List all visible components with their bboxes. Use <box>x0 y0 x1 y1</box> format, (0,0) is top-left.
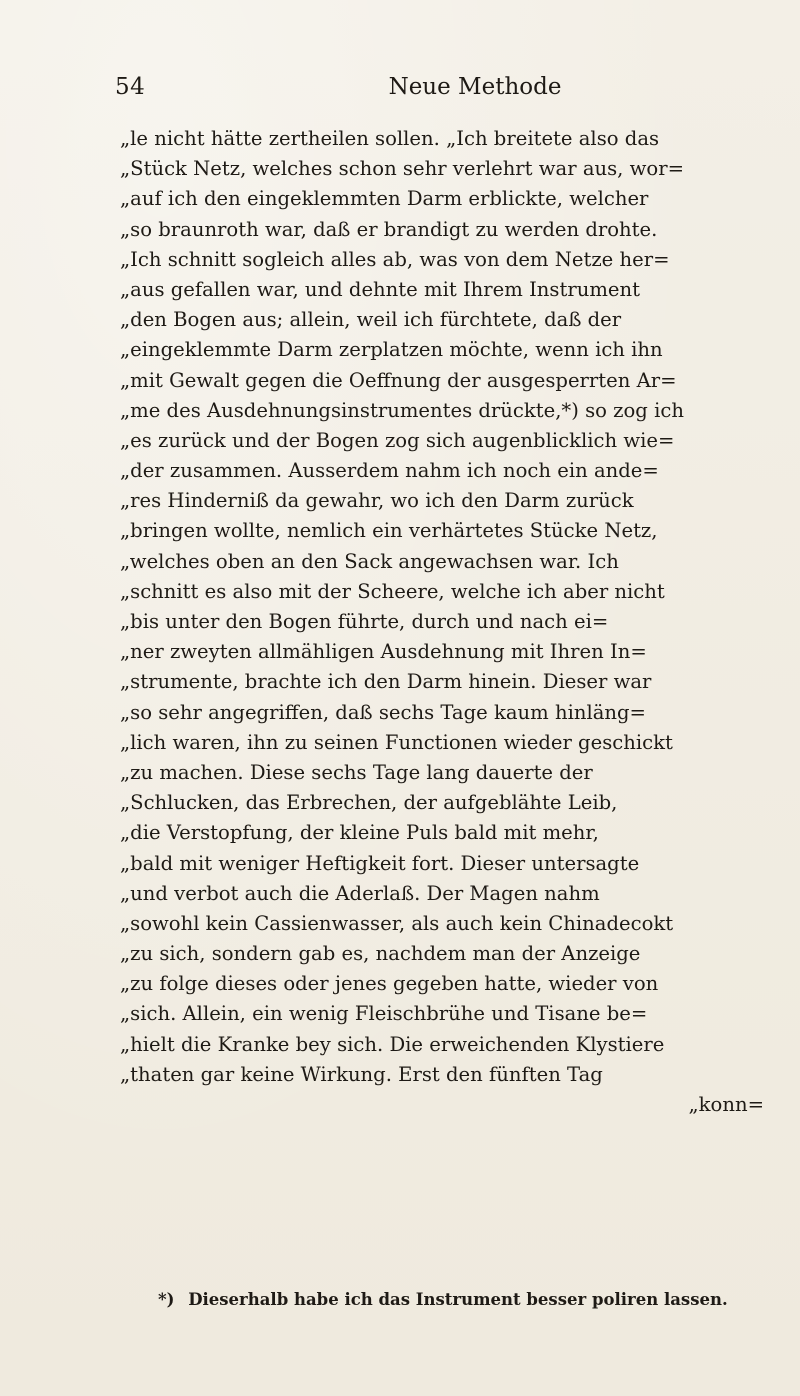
footnote-mark: *) <box>158 1290 175 1309</box>
running-head: Neue Methode <box>388 74 562 100</box>
text-line: „den Bogen aus; allein, weil ich fürchtete, daß der <box>120 308 622 332</box>
text-line: „auf ich den eingeklemmten Darm erblickte, welcher <box>120 187 649 211</box>
text-line: „lich waren, ihn zu seinen Functionen wieder geschickt <box>120 730 673 754</box>
text-line: „aus gefallen war, und dehnte mit Ihrem Instrument <box>120 277 641 301</box>
text-line: „sich. Allein, ein wenig Fleischbrühe und Tisane be= <box>120 1002 648 1026</box>
text-line: „sowohl kein Cassienwasser, als auch kein Chinadecokt <box>120 911 674 935</box>
text-line: „bis unter den Bogen führte, durch und nach ei= <box>120 610 609 633</box>
body-text <box>120 124 770 1120</box>
text-line: „und verbot auch die Aderlaß. Der Magen nahm <box>120 881 600 905</box>
text-line: „strumente, brachte ich den Darm hinein. Dieser war <box>120 670 652 694</box>
page-header <box>115 74 755 110</box>
text-line: „der zusammen. Ausserdem nahm ich noch ein ande= <box>120 459 659 483</box>
text-line: „ner zweyten allmähligen Ausdehnung mit Ihren In= <box>120 640 647 664</box>
text-line: „es zurück und der Bogen zog sich augenblicklich wie= <box>120 428 675 452</box>
footnote <box>158 1290 778 1309</box>
text-line: „eingeklemmte Darm zerplatzen möchte, wenn ich ihn <box>120 338 663 362</box>
text-line: „schnitt es also mit der Scheere, welche ich aber nicht <box>120 579 665 603</box>
text-line: „mit Gewalt gegen die Oeffnung der ausgesperrten Ar= <box>120 368 677 392</box>
text-line: „res Hinderniß da gewahr, wo ich den Darm zurück <box>120 489 634 513</box>
text-line: „zu sich, sondern gab es, nachdem man der Anzeige <box>120 942 641 966</box>
text-line: „so braunroth war, daß er brandigt zu werden drohte. <box>120 217 658 241</box>
text-line: „die Verstopfung, der kleine Puls bald mit mehr, <box>120 821 599 845</box>
text-line: „bald mit weniger Heftigkeit fort. Dieser untersagte <box>120 851 640 875</box>
text-line: „so sehr angegriffen, daß sechs Tage kaum hinläng= <box>120 700 646 724</box>
catchword: „konn= <box>688 1093 764 1116</box>
text-line: „welches oben an den Sack angewachsen war. Ich <box>120 549 619 573</box>
text-line: „zu machen. Diese sechs Tage lang dauerte der <box>120 760 593 784</box>
text-line: „thaten gar keine Wirkung. Erst den fünften Tag <box>120 1062 603 1086</box>
text-line: „Ich schnitt sogleich alles ab, was von dem Netze her= <box>120 247 670 271</box>
text-line: „zu folge dieses oder jenes gegeben hatte, wieder von <box>120 972 659 996</box>
page-number: 54 <box>115 74 146 100</box>
text-line: „hielt die Kranke bey sich. Die erweichenden Klystiere <box>120 1032 665 1056</box>
text-line: „bringen wollte, nemlich ein verhärtetes Stücke Netz, <box>120 519 658 543</box>
text-line: „Schlucken, das Erbrechen, der aufgeblähte Leib, <box>120 791 618 815</box>
text-line: „me des Ausdehnungsinstrumentes drückte,*) so zog ich <box>120 398 684 422</box>
text-line: „Stück Netz, welches schon sehr verlehrt war aus, wor= <box>120 157 684 181</box>
footnote-text: Dieserhalb habe ich das Instrument besser poliren lassen. <box>188 1290 728 1309</box>
text-line: „le nicht hätte zertheilen sollen. „Ich breitete also das <box>120 127 660 150</box>
